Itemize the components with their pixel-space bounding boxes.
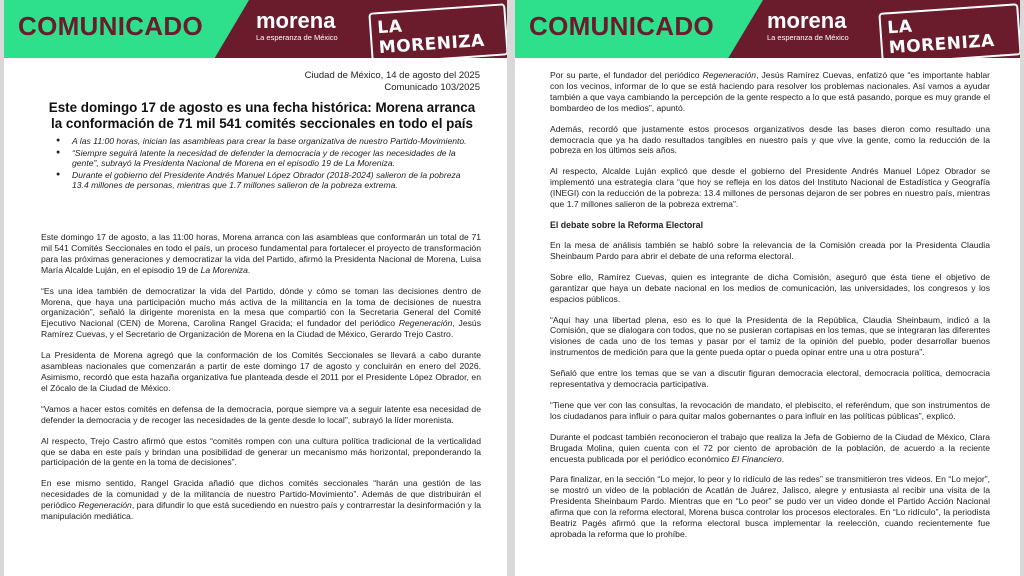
la-moreniza-badge: LA MORENIZA (878, 3, 1020, 58)
bullet-item: ● “Siempre seguirá latente la necesidad de defender la democracia y de recoger las necesidades de la gente”, subrayó la Presidenta Nacional de Morena en el episodio 19 de La Moreniza. (56, 148, 476, 169)
summary-bullets (56, 136, 476, 192)
page-2 (515, 0, 1020, 576)
morena-logo (256, 10, 338, 43)
paragraph: Al respecto, Alcalde Luján explicó que desde el gobierno del Presidente Andrés Manuel López Obrador se implementó una estrategia clara “que hoy se refleja en los datos del Instituto Nacional de Estadística y Geografía (INEGI) con la reducción de la pobreza: 13.4 millones de personas dejaron de ser pobres en nuestro país, mientras que 1.7 millones salieron de la pobreza extrema”. (550, 166, 990, 210)
logo-tagline: La esperanza de México (256, 33, 338, 42)
header-banner (515, 0, 1020, 58)
paragraph: “Es una idea también de democratizar la vida del Partido, dónde y cómo se toman las decisiones dentro de Morena, que haya una participación mucho más activa de la militancia en la toma de decisiones de nuestra organización”, señaló la dirigente morenista en la mesa que compartió con la Secretaria General del Comité Ejecutivo Nacional (CEN) de Morena, Carolina Rangel Gracida; el fundador del periódico Regeneración, Jesús Ramírez Cuevas, y el Secretario de Organización de Morena en la Ciudad de México, Gerardo Trejo Castro. (41, 285, 481, 340)
paragraph: Además, recordó que justamente estos procesos organizativos desde las bases dieron como resultado una democracia que ya ha dado resultados tangibles en nuestro país y que vive la gente, como la reducción de la pobreza en los últimos seis años. (550, 123, 990, 156)
header-banner (4, 0, 507, 58)
paragraph: Para finalizar, en la sección “Lo mejor, lo peor y lo ridículo de las redes” se transmitieron tres videos. En “Lo mejor”, se mostró un video de la población de Acatlán de Juárez, Jalisco, alegre y entusiasta al recibir una visita de la Presidenta Sheinbaum Pardo. Mientras que en “Lo peor” se pudo ver un video donde el Partido Acción Nacional afirma que con la reforma electoral, Morena busca controlar los procesos electorales. En “Lo ridículo”, la periodista Beatriz Pagés afirmó que la reforma electoral busca implementar la reelección, cuando recientemente fue aprobada la reforma que lo prohíbe. (550, 474, 990, 539)
bullet-item: ● Durante el gobierno del Presidente Andrés Manuel López Obrador (2018-2024) salieron de la pobreza 13.4 millones de personas, mientras que 1.7 millones salieron de la pobreza extrema. (56, 170, 476, 191)
paragraph: Este domingo 17 de agosto, a las 11:00 horas, Morena arranca con las asambleas que conformarán un total de 71 mil 541 Comités Seccionales en todo el país, un proceso fundamental para fortalecer el proyecto de transformación para las próximas generaciones y democratizar la vida del Partido, afirmó la Presidenta Nacional de Morena, Luisa María Alcalde Luján, en el episodio 19 de La Moreniza. (41, 232, 481, 275)
headline: Este domingo 17 de agosto es una fecha histórica: Morena arranca la conformación de 71 mil 541 comités seccionales en todo el país (48, 100, 476, 131)
release-number: Comunicado 103/2025 (384, 82, 480, 93)
paragraph: En ese mismo sentido, Rangel Gracida añadió que dichos comités seccionales “harán una gestión de las necesidades de la comunidad y de la militancia de nuestro Partido-Movimiento”. Además de que distribuirán el periódico Regeneración, para difundir lo que está sucediendo en nuestro país y contrarrestar la desinformación y la manipulación mediática. (41, 478, 481, 522)
paragraph: Por su parte, el fundador del periódico Regeneración, Jesús Ramírez Cuevas, enfatizó que “es importante hablar con los vecinos, informar de lo que se está haciendo para resolver los problemas nacionales. Así vamos a ayudar también a que vaya cambiando la percepción de la gente respecto a lo que está pasando, porque es muy grande el bombardeo de los medios”, apuntó. (550, 70, 991, 113)
place-date: Ciudad de México, 14 de agosto del 2025 (304, 70, 480, 81)
body-text-right (550, 70, 990, 550)
paragraph: Sobre ello, Ramírez Cuevas, quien es integrante de dicha Comisión, aseguró que ésta tiene el objetivo de garantizar que haya un debate nacional en los medios de comunicación, las universidades, los congresos y los espacios públicos. (550, 271, 990, 304)
body-text-left (41, 232, 481, 532)
paragraph: “Aquí hay una libertad plena, eso es lo que la Presidenta de la República, Claudia Sheinbaum, indicó a la Comisión, que se dialogara con todos, que no se pusieran cortapisas en los temas, que se integraran las diferentes visiones de cada uno de los temas y pasar por el tamiz de la opinión del pueblo, poder desarrollar buenos instrumentos de medición para que la gente pueda optar o pueda opinar entre una u otra postura”. (550, 314, 990, 358)
la-moreniza-badge: LA MORENIZA (368, 3, 507, 58)
paragraph: Señaló que entre los temas que se van a discutir figuran democracia electoral, democracia política, democracia representativa y democracia participativa. (550, 368, 990, 390)
paragraph: “Vamos a hacer estos comités en defensa de la democracia, porque siempre va a seguir latente esa necesidad de defender la democracia y de recoger las necesidades de la gente desde lo local”, subrayó la líder morenista. (41, 403, 481, 425)
logo-name: morena (767, 8, 847, 33)
paragraph: En la mesa de análisis también se habló sobre la relevancia de la Comisión creada por la Presidenta Claudia Sheinbaum Pardo para abrir el debate de una reforma electoral. (550, 239, 990, 261)
release-meta (305, 70, 480, 94)
morena-logo (767, 10, 849, 43)
header-title: COMUNICADO (18, 11, 203, 41)
page-1 (4, 0, 507, 576)
paragraph: Al respecto, Trejo Castro afirmó que estos “comités rompen con una cultura política tradicional de la verticalidad que se daba en este país y brindan una posibilidad de generar un mecanismo más horizontal, preponderando la participación de la gente en la toma de decisiones”. (41, 435, 481, 468)
paragraph: “Tiene que ver con las consultas, la revocación de mandato, el plebiscito, el referéndum, que son instrumentos de los ciudadanos para influir o para quitar malos gobernantes o para influir en las políticas públicas”, explicó. (550, 399, 990, 421)
paragraph: La Presidenta de Morena agregó que la conformación de los Comités Seccionales se llevará a cabo durante asambleas nacionales que comenzarán a partir de este domingo 17 de agosto y concluirán en enero del 2026. Asimismo, recordó que esta hazaña organizativa fue planteada desde el 2011 por el Presidente López Obrador, en el Zócalo de la Ciudad de México. (41, 350, 481, 393)
section-title: El debate sobre la Reforma Electoral (550, 219, 704, 230)
paragraph: Durante el podcast también reconocieron el trabajo que realiza la Jefa de Gobierno de la Ciudad de México, Clara Brugada Molina, quien cuenta con el 72 por ciento de aprobación de la población, de acuerdo a la reciente encuesta publicada por el periódico económico El Financiero. (550, 431, 990, 464)
logo-name: morena (256, 8, 336, 33)
header-title: COMUNICADO (529, 11, 714, 41)
logo-tagline: La esperanza de México (767, 33, 849, 42)
bullet-item: ● A las 11:00 horas, inician las asambleas para crear la base organizativa de nuestro Partido-Movimiento. (56, 136, 476, 147)
